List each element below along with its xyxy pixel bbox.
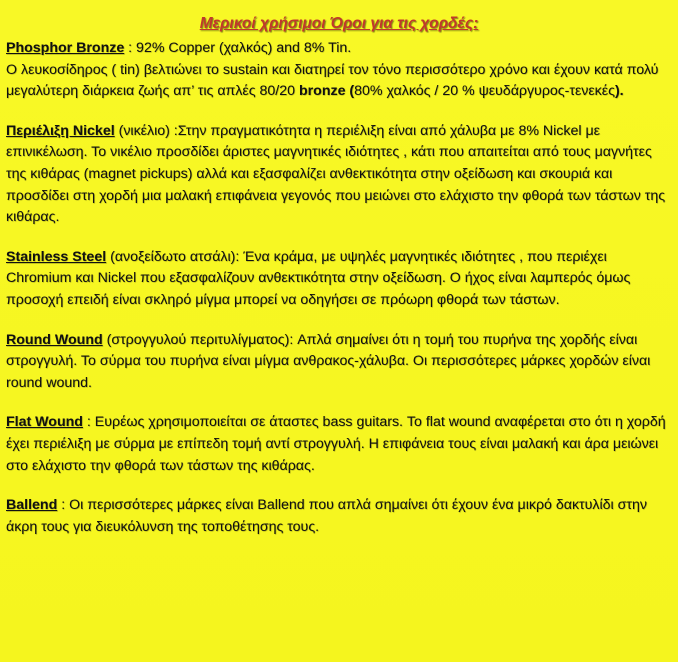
phosphor-ratio: 80% χαλκός / 20 % ψευδάργυρος-τενεκές: [354, 83, 615, 100]
page-title: Μερικοί χρήσιμοι Όροι για τις χορδές:: [199, 15, 479, 32]
round-description: (στρογγυλού περιτυλίγματος): Απλά σημαίνει ότι η τομή του πυρήνα της χορδής είναι στρογγυλή. Το σύρμα του πυρήνα είναι μίγμα ανθρακος-χάλυβα. Οι περισσότερες μάρκες χορδών είναι round wound.: [6, 331, 651, 391]
term-ballend: Ballend: [6, 497, 58, 514]
phosphor-description: Ο λευκοσίδηρος ( tin) βελτιώνει το sustain και διατηρεί τον τόνο περισσότερο χρόνο και έχουν κατά πολύ μεγαλύτερη διάρκεια ζωής απ’ τις απλές 80/20: [6, 61, 659, 100]
term-nickel-wound: Περιέλιξη Nickel: [6, 122, 115, 139]
section-paragraph: [6, 330, 672, 395]
section-paragraph: [6, 495, 672, 538]
phosphor-composition: : 92% Copper (χαλκός) and 8% Tin.: [124, 40, 352, 56]
section-round-wound: [6, 330, 672, 395]
phosphor-bold-close: ).: [614, 83, 624, 100]
section-paragraph: [6, 60, 672, 103]
section-paragraph: [6, 121, 672, 229]
flat-description: : Ευρέως χρησιμοποιείται σε άταστες bass guitars. Το flat wound αναφέρεται στο ότι η χορδή έχει περιέλιξη με σύρμα με επίπεδη τομή αντί στρογγυλή. Η επιφάνεια τους είναι μαλακή και άρα μειώνει στο ελάχιστο την φθορά των τάστων της κιθάρας.: [6, 414, 666, 474]
phosphor-bold-bronze: bronze (: [298, 83, 355, 100]
section-nickel-wound: [6, 121, 672, 229]
term-stainless-steel: Stainless Steel: [6, 248, 107, 265]
section-stainless-steel: [6, 247, 672, 312]
nickel-description: (νικέλιο) :Στην πραγματικότητα η περιέλιξη είναι από χάλυβα με 8% Nickel με επινικέλωση. Το νικέλιο προσδίδει άριστες μαγνητικές ιδιότητες , κάτι που απαιτείται από τους μαγνήτες της κιθάρας (magnet pickups) αλλά και εξασφαλίζει ανθεκτικότητα στην οξείδωση και σκουριά και προσδίδει στη χορδή μια μαλακή επιφάνεια γεγονός που μειώνει στο ελάχιστο την φθορά των τάστων της κιθάρας.: [6, 122, 666, 226]
section-paragraph: [6, 412, 672, 477]
term-flat-wound: Flat Wound: [6, 414, 83, 431]
section-paragraph: [6, 247, 672, 312]
stainless-description: (ανοξείδωτο ατσάλι): Ένα κράμα, με υψηλές μαγνητικές ιδιότητες , που περιέχει Chromium και Nickel που εξασφαλίζουν ανθεκτικότητα στην οξείδωση. Ο ήχος είναι λαμπερός όμως προσοχή επειδή είναι σκληρό μίγμα μπορεί να οδηγήσει σε πρόωρη φθορά των τάστων.: [6, 248, 631, 308]
section-phosphor-bronze: [6, 38, 672, 103]
term-phosphor-bronze: Phosphor Bronze: [6, 40, 125, 56]
section-ballend: [6, 495, 672, 538]
section-paragraph: [6, 38, 672, 60]
term-round-wound: Round Wound: [6, 331, 103, 348]
section-flat-wound: [6, 412, 672, 477]
ballend-description: : Οι περισσότερες μάρκες είναι Ballend που απλά σημαίνει ότι έχουν ένα μικρό δακτυλίδι στην άκρη τους για διευκόλυνση της τοποθέτησης τους.: [6, 497, 647, 535]
